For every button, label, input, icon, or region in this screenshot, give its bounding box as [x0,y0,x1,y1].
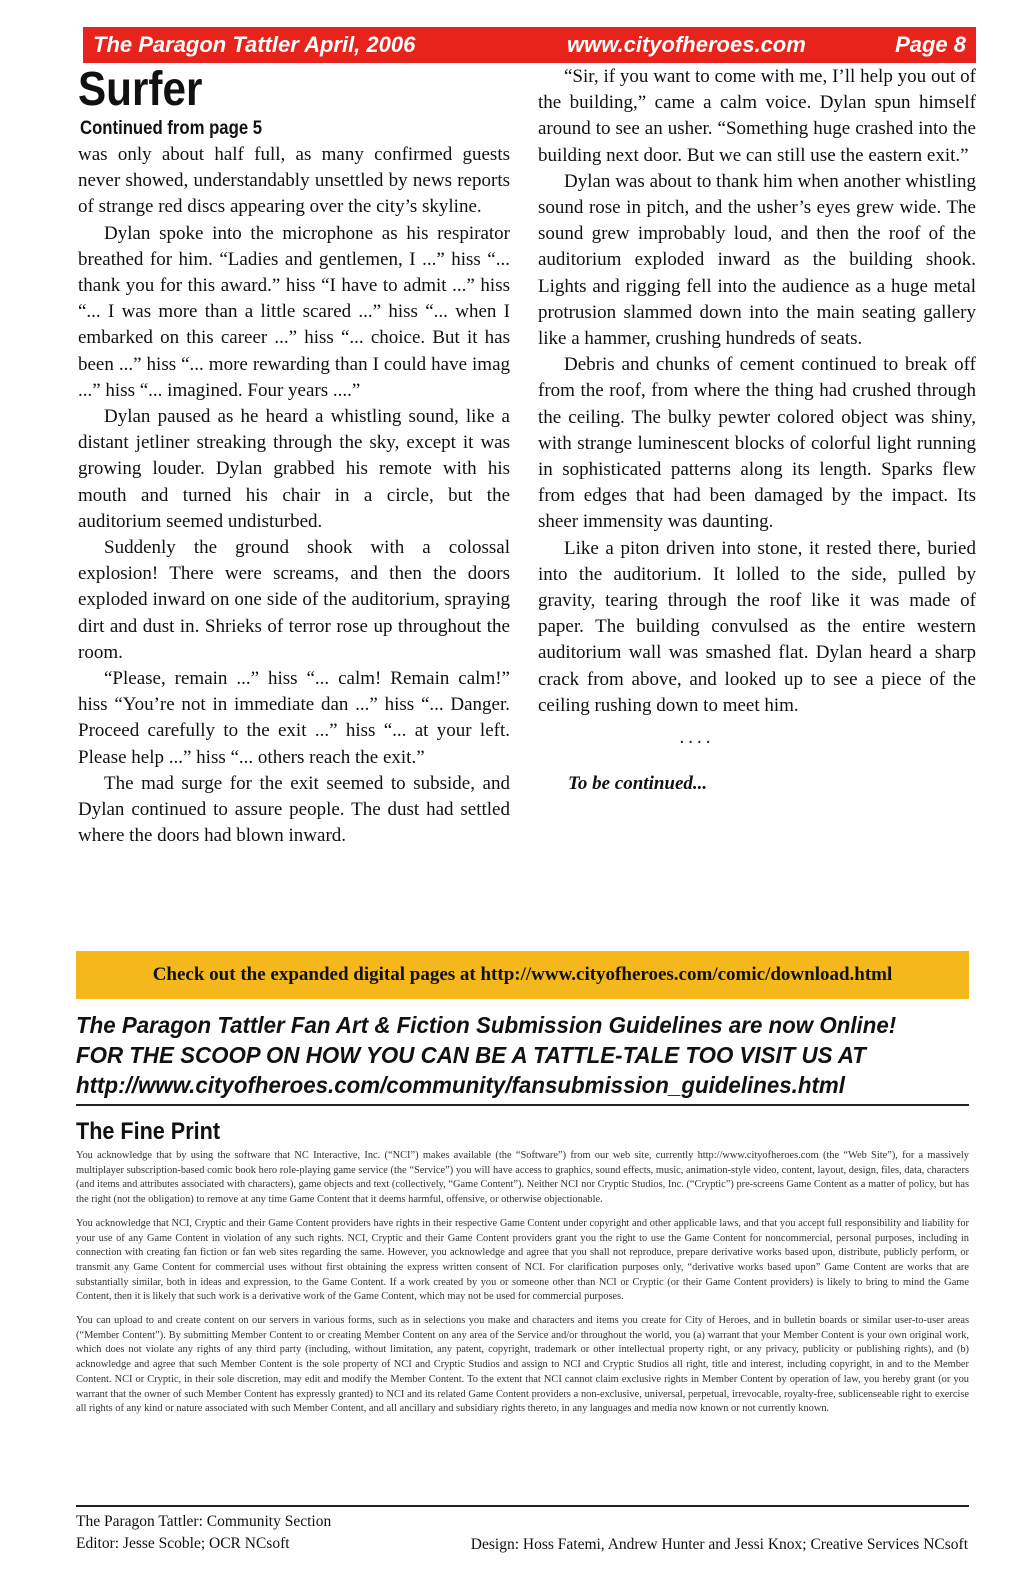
footer-editor: Editor: Jesse Scoble; OCR NCsoft [76,1535,290,1552]
divider [76,1104,969,1106]
submission-guidelines [76,1010,949,1100]
paragraph: The mad surge for the exit seemed to subside, and Dylan continued to assure people. The dust had settled where the doors had blown inward. [78,772,510,847]
footer-design: Design: Hoss Fatemi, Andrew Hunter and Jessi Knox; Creative Services NCsoft [470,1536,968,1553]
paragraph: Suddenly the ground shook with a colossal explosion! There were screams, and then the doors exploded inward on one side of the auditorium, spraying dirt and dust in. Shrieks of terror rose up throughout the room. [78,537,510,663]
fine-print-paragraph: You acknowledge that by using the software that NC Interactive, Inc. (“NCI”) makes available (the “Software”) from our web site, currently http://www.cityofheroes.com (the “Web Site”), for a massively multiplayer subscription-based comic book hero role-playing game service (the “Service”) you will have access to graphics, sound effects, music, animation-style video, content, layout, design, files, data, characters (and items and attributes associated with characters), game objects and text (collectively, “Game Content”). Neither NCI nor Cryptic Studios, Inc. (“Cryptic”) pre-screens Game Content as a matter of policy, but has the right (not the obligation) to remove at any time Game Content that it deems harmful, offensive, or otherwise objectionable. [76,1150,969,1206]
page-header [83,27,976,63]
paragraph: “Please, remain ...” hiss “... calm! Remain calm!” hiss “You’re not in immediate dan ...” hiss “... Danger. Proceed carefully to the exit ...” hiss “... at your left. Please help ...” hiss “... others reach the exit.” [78,668,510,768]
article-title: Surfer [78,63,203,116]
fine-print-paragraph: You acknowledge that NCI, Cryptic and their Game Content providers have rights in their respective Game Content under copyright and other applicable laws, and that you accept full responsibility and liability for your use of any Game Content in violation of any such rights. NCI, Cryptic and their Game Content providers grant you the right to use the Game Content for noncommercial, personal purposes, including in connection with creating fan fiction or fan web sites regarding the same. However, you acknowledge and agree that you shall not reproduce, prepare derivative works based upon, distribute, publicly perform, or transmit any Game Content for commercial uses without first obtaining the express written consent of NCI. For clarification purposes only, “derivative works based upon” Game Content are works that are substantially similar, both in ideas and expression, to the Game Content. If a work created by you or someone other than NCI or Cryptic (or their Game Content providers) is likely to bring to mind the Game Content, then it is likely that such work is a derivative work of the Game Content, which may not be used for commercial purposes. [76,1217,969,1303]
fine-print-paragraph: You can upload to and create content on our servers in various forms, such as in selections you make and characters and items you create for City of Heroes, and in bulletin boards or similar user-to-user areas (“Member Content”). By submitting Member Content to or creating Member Content on any area of the Service and/or throughout the world, you (a) warrant that your Member Content is your own original work, which does not violate any rights of any third party (including, without limitation, any patent, copyright, trademark or other intellectual property right, or any privacy, publicity or publishing rights), and (b) acknowledge and agree that such Member Content is the sole property of NCI and Cryptic Studios and assign to NCI and Cryptic Studios all right, title and interest, including copyright, in and to the Member Content. NCI or Cryptic, in their sole discretion, may edit and modify the Member Content. To the extent that NCI cannot claim exclusive rights in Member Content by operation of law, you hereby grant (or you warrant that the owner of such Member Content has expressly granted) to NCI and its related Game Content providers a non-exclusive, universal, perpetual, irrevocable, royalty-free, sublicenseable right to exercise all rights of any kind or nature associated with such Member Content, and all ancillary and subsidiary rights thereto, in any languages and media now known or not currently known. [76,1315,969,1415]
footer-credits [76,1511,331,1555]
guidelines-line-2: FOR THE SCOOP ON HOW YOU CAN BE A TATTLE-TALE TOO VISIT US AT [76,1042,866,1068]
paragraph: Like a piton driven into stone, it rested there, buried into the auditorium. It lolled to the side, pulled by gravity, tearing through the roof like it was made of paper. The building convulsed as the entire western auditorium wall was smashed flat. Dylan heard a sharp crack from above, and looked up to see a piece of the ceiling rushing down to meet him. [538,537,976,716]
paragraph: “Sir, if you want to come with me, I’ll help you out of the building,” came a calm voice. Dylan spun himself around to see an usher. “Something huge crashed into the building next door. But we can still use the eastern exit.” [538,66,976,166]
paragraph: Dylan paused as he heard a whistling sound, like a distant jetliner streaking through the sky, except it was growing louder. Dylan grabbed his remote with his mouth and turned his chair in a circle, but the auditorium seemed undisturbed. [78,406,510,532]
paragraph: was only about half full, as many confirmed guests never showed, understandably unsettled by news reports of strange red discs appearing over the city’s skyline. [78,144,510,218]
paragraph: Debris and chunks of cement continued to break off from the roof, from where the thing had crushed through the ceiling. The bulky pewter colored object was shiny, with strange luminescent blocks of colorful light running in sophisticated patterns along its length. Sparks flew from edges that had been damaged by the impact. Its sheer immensity was daunting. [538,354,976,533]
divider [76,1505,969,1507]
section-break: .... [679,727,715,749]
footer-section: The Paragon Tattler: Community Section [76,1513,332,1530]
page-number: Page 8 [895,32,966,57]
fine-print-title: The Fine Print [76,1118,221,1145]
fine-print-body [76,1149,969,1426]
guidelines-url: http://www.cityofheroes.com/community/fansubmission_guidelines.html [76,1072,845,1098]
download-banner [76,951,969,999]
article-subtitle: Continued from page 5 [80,118,263,139]
paragraph: Dylan spoke into the microphone as his respirator breathed for him. “Ladies and gentlemen, I ...” hiss “... thank you for this award.” hiss “I have to admit ...” hiss “... I was more than a little scared ...” hiss “... when I embarked on this career ...” hiss “... choice. But it has been ...” hiss “... more rewarding than I could have imag ...” hiss “... imagined. Four years ....” [78,222,510,401]
to-be-continued: To be continued... [568,773,708,795]
site-url: www.cityofheroes.com [567,32,806,57]
article-right-column [538,64,976,795]
guidelines-line-1: The Paragon Tattler Fan Art & Fiction Submission Guidelines are now Online! [76,1012,897,1038]
download-banner-text: Check out the expanded digital pages at http://www.cityofheroes.com/comic/download.html [152,964,893,985]
issue-label: The Paragon Tattler April, 2006 [93,32,416,57]
paragraph: Dylan was about to thank him when another whistling sound rose in pitch, and the usher’s eyes grew wide. The sound grew improbably loud, and then the roof of the auditorium exploded inward as the building shook. Lights and rigging fell into the audience as a huge metal protrusion slammed down into the main seating gallery like a hammer, crushing hundreds of seats. [538,170,976,350]
